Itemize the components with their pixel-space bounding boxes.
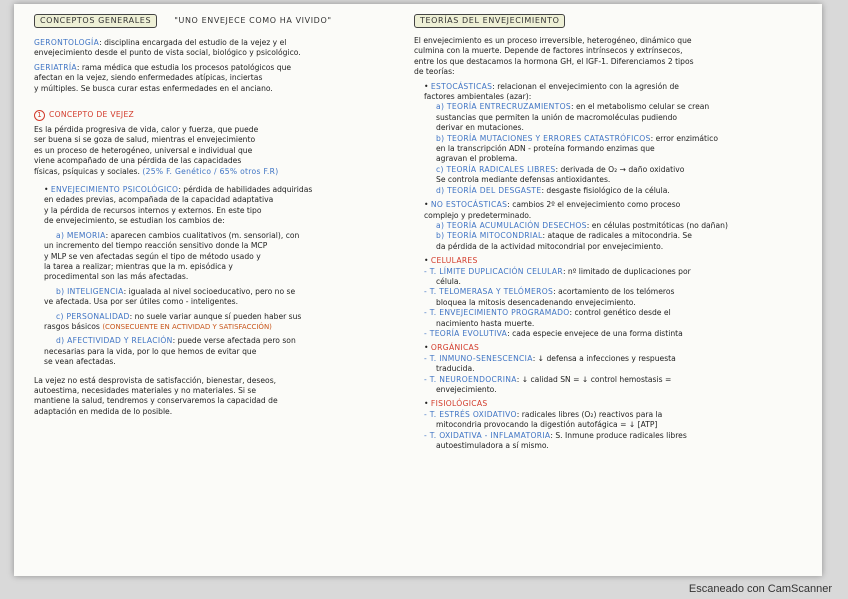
memoria-line: procedimental son las más afectadas. [44, 272, 189, 282]
camscanner-watermark: Escaneado con CamScanner [688, 583, 832, 595]
header-badge-teorias: TEORÍAS DEL ENVEJECIMIENTO [414, 14, 565, 28]
envej-line: en edades previas, acompañada de la capacidad adaptativa [44, 195, 274, 205]
term-personalidad: c) PERSONALIDAD [56, 311, 130, 321]
header-quote: "UNO ENVEJECE COMO HA VIVIDO" [174, 16, 332, 25]
cel-line: bloquea la mitosis desencadenando envejecimiento. [436, 297, 636, 307]
scanned-notebook-page [14, 4, 822, 576]
term-radicales-libres: c) TEORÍA RADICALES LIBRES [436, 164, 556, 174]
ea-line: derivar en mutaciones. [436, 123, 524, 133]
estoc-line: factores ambientales (azar): [424, 92, 532, 102]
section-title: CONCEPTO DE VEJEZ [49, 110, 135, 120]
envej-line: de envejecimiento, se estudian los cambios de: [44, 216, 225, 226]
term-geriatria: GERIATRÍA [34, 62, 77, 72]
vejez-line: es un proceso de heterogéneo, universal e individual que [34, 145, 253, 155]
personalidad-line: rasgos básicos [44, 321, 100, 331]
org-line: envejecimiento. [436, 385, 497, 394]
term-estocasticas: ESTOCÁSTICAS [430, 81, 493, 91]
intro-line: culmina con la muerte. Depende de factores intrínsecos y extrínsecos, [414, 46, 683, 56]
na-line: : en células postmitóticas (no dañan) [586, 220, 728, 230]
geria-text-3: y múltiples. Se busca curar estas enfermedades en el anciano. [34, 83, 273, 93]
envej-line: : pérdida de habilidades adquiridas [178, 185, 313, 195]
personalidad-line: : no suele variar aunque sí pueden haber sus [129, 311, 302, 321]
noest-line: : cambios 2º el envejecimiento como proceso [507, 200, 681, 210]
org-line: : ↓ defensa a infecciones y respuesta [532, 353, 676, 363]
memoria-line: : aparecen cambios cualitativos (m. sensorial), con [105, 230, 300, 240]
bio-line: autoestimuladora a sí mismo. [436, 441, 549, 451]
term-desgaste: d) TEORÍA DEL DESGASTE [436, 185, 542, 195]
term-acumulacion: a) TEORÍA ACUMULACIÓN DESECHOS [436, 220, 587, 230]
term-neuroendocrina: - T. NEUROENDOCRINA [424, 374, 517, 384]
ea-line: sustancias que permiten la unión de macromoléculas pudiendo [436, 112, 678, 122]
term-mitocondrial: b) TEORÍA MITOCONDRIAL [436, 231, 543, 241]
term-gerontologia: GERONTOLOGÍA [34, 38, 100, 47]
noest-line: complejo y predeterminado. [424, 210, 532, 220]
term-organicas: ORGÁNICAS [430, 343, 480, 353]
celulares-block: • CELULARES - T. LÍMITE DUPLICACIÓN CELULAR: nº limitado de duplicaciones por célula. - T. TELOMERASA Y TELÓMEROS: acortamiento de los telómeros bloquea la mitosis desencadenando envejecimiento. - T. ENVEJECIMIENTO PROGRAMADO: control genético desde el nacimiento hasta muerte. - TEORÍA EVOLUTIVA: cada especie envejece de una forma distinta [414, 256, 814, 339]
intro-line: de teorías: [414, 67, 455, 77]
vejez-line: físicas, psíquicas y sociales. [34, 166, 140, 176]
intro-paragraph [414, 36, 814, 78]
vejez-line: viene acompañado de una pérdida de las capacidades [34, 156, 242, 166]
inteligencia-line: : igualada al nivel socioeducativo, pero no se [123, 286, 296, 296]
bio-line: : radicales libres (O₂) reactivos para la [516, 409, 663, 419]
org-line: : ↓ calidad SN = ↓ control hemostasis = [516, 374, 672, 384]
geriatria-definition [34, 63, 414, 94]
nb-line: da pérdida de la actividad mitocondrial por envejecimiento. [436, 241, 664, 251]
org-line: traducida. [436, 364, 475, 374]
term-limite-duplicacion: - T. LÍMITE DUPLICACIÓN CELULAR [424, 266, 563, 276]
cel-line: : nº limitado de duplicaciones por [562, 266, 691, 276]
afectividad-line: necesarias para la vida, por lo que hemos de evitar que [44, 346, 257, 356]
personalidad-note: (CONSECUENTE EN ACTIVIDAD Y SATISFACCIÓN) [102, 322, 272, 331]
cel-line: : acortamiento de los telómeros [553, 287, 675, 297]
ed-line: : desgaste fisiológico de la célula. [541, 185, 670, 195]
item-personalidad [34, 312, 414, 333]
nb-line: : ataque de radicales a mitocondria. Se [542, 231, 692, 241]
estoc-line: : relacionan el envejecimiento con la agresión de [492, 81, 679, 91]
cel-line: : cada especie envejece de una forma distinta [507, 328, 683, 338]
term-oxidativa-inflamatoria: - T. OXIDATIVA - INFLAMATORIA [424, 430, 551, 440]
cel-line: célula. [436, 276, 461, 286]
eb-line: en la transcripción ADN - proteína formando enzimas que [436, 144, 655, 154]
item-afectividad [34, 336, 414, 367]
fisiologicas-block: • FISIOLÓGICAS - T. ESTRÉS OXIDATIVO: radicales libres (O₂) reactivos para la mitocondria provocando la digestión autofágica = ↓ [ATP] - T. OXIDATIVA - INFLAMATORIA: S. Inmune produce radicales libres autoestimuladora a sí mismo. [414, 399, 814, 451]
intro-line: entre los que destacamos la hormona GH, el IGF-1. Diferenciamos 2 tipos [414, 56, 694, 66]
envejecimiento-psicologico: • ENVEJECIMIENTO PSICOLÓGICO: pérdida de habilidades adquiridas en edades previas, acompañada de la capacidad adaptativa y la pérdida de recursos internos y externos. En este tipo de envejecimiento, se estudian los cambios de: [34, 185, 414, 227]
term-inmunosenescencia: - T. INMUNO-SENESCENCIA [424, 353, 533, 363]
cel-line: nacimiento hasta muerte. [436, 318, 535, 328]
closing-line: autoestima, necesidades materiales y no materiales. Si se [34, 385, 257, 395]
vejez-percent-note: (25% F. Genético / 65% otros F.R) [142, 166, 279, 176]
memoria-line: la tarea a realizar; mientras que la m. episódica y [44, 261, 233, 271]
cel-line: : control genético desde el [569, 308, 671, 318]
vejez-paragraph [34, 125, 414, 177]
left-header [34, 8, 414, 28]
ea-line: : en el metabolismo celular se crean [570, 102, 710, 112]
geronto-text-2: envejecimiento desde el punto de vista social, biológico y psicológico. [34, 48, 301, 58]
left-column [34, 8, 414, 417]
section-number: 1 [34, 110, 45, 121]
vejez-line: ser buena si se goza de salud, mientras el envejecimiento [34, 135, 256, 145]
gerontologia-definition [34, 38, 414, 59]
ec-line: : derivada de O₂ → daño oxidativo [555, 164, 685, 174]
organicas-block: • ORGÁNICAS - T. INMUNO-SENESCENCIA: ↓ defensa a infecciones y respuesta traducida. - T. NEUROENDOCRINA: ↓ calidad SN = ↓ control hemostasis = envejecimiento. [414, 343, 814, 395]
term-estres-oxidativo: - T. ESTRÉS OXIDATIVO [424, 409, 517, 419]
vejez-line: Es la pérdida progresiva de vida, calor y fuerza, que puede [34, 125, 259, 135]
eb-line: : error enzimático [650, 133, 718, 143]
item-inteligencia [34, 287, 414, 308]
right-column [414, 8, 814, 451]
envej-line: y la pérdida de recursos internos y externos. En este tipo [44, 205, 262, 215]
term-inteligencia: b) INTELIGENCIA [56, 286, 124, 296]
geronto-text-1: : disciplina encargada del estudio de la vejez y el [99, 38, 287, 47]
intro-line: El envejecimiento es un proceso irreversible, heterogéneo, dinámico que [414, 36, 692, 45]
no-estocasticas-block: • NO ESTOCÁSTICAS: cambios 2º el envejecimiento como proceso complejo y predeterminado. a) TEORÍA ACUMULACIÓN DESECHOS: en células postmitóticas (no dañan) b) TEORÍA MITOCONDRIAL: ataque de radicales a mitocondria. Se da pérdida de la actividad mitocondrial por envejecimiento. [414, 200, 814, 252]
eb-line: agravan el problema. [436, 154, 518, 164]
term-telomerasa: - T. TELOMERASA Y TELÓMEROS [424, 287, 554, 297]
closing-line: adaptación en medida de lo posible. [34, 406, 173, 416]
right-header [414, 8, 814, 28]
term-evolutiva: - TEORÍA EVOLUTIVA [424, 328, 508, 338]
term-mutaciones: b) TEORÍA MUTACIONES Y ERRORES CATASTRÓFICOS [436, 133, 651, 143]
term-celulares: CELULARES [430, 256, 478, 266]
item-memoria [34, 231, 414, 283]
term-fisiologicas: FISIOLÓGICAS [430, 399, 488, 409]
term-entrecruzamientos: a) TEORÍA ENTRECRUZAMIENTOS [436, 102, 571, 112]
closing-paragraph [34, 376, 414, 418]
bio-line: mitocondria provocando la digestión autofágica = ↓ [ATP] [436, 420, 658, 430]
geria-text-2: afectan en la vejez, siendo enfermedades atípicas, inciertas [34, 73, 263, 83]
closing-line: mantiene la salud, tendremos y conservaremos la capacidad de [34, 396, 278, 406]
geria-text-1: : rama médica que estudia los procesos patológicos que [76, 62, 292, 72]
memoria-line: y MLP se ven afectadas según el tipo de método usado y [44, 251, 261, 261]
estocasticas-block: • ESTOCÁSTICAS: relacionan el envejecimiento con la agresión de factores ambientales (azar): a) TEORÍA ENTRECRUZAMIENTOS: en el metabolismo celular se crean sustancias que permiten la unión de macromoléculas pudiendo derivar en mutaciones. b) TEORÍA MUTACIONES Y ERRORES CATASTRÓFICOS: error enzimático en la transcripción ADN - proteína formando enzimas que agravan el problema. c) TEORÍA RADICALES LIBRES: derivada de O₂ → daño oxidativo Se controla mediante defensas antioxidantes. d) TEORÍA DEL DESGASTE: desgaste fisiológico de la célula. [414, 82, 814, 196]
bio-line: : S. Inmune produce radicales libres [550, 430, 687, 440]
term-afectividad: d) AFECTIVIDAD Y RELACIÓN [56, 336, 173, 346]
closing-line: La vejez no está desprovista de satisfacción, bienestar, deseos, [34, 375, 277, 385]
term-no-estocasticas: NO ESTOCÁSTICAS [430, 200, 508, 210]
term-programado: - T. ENVEJECIMIENTO PROGRAMADO [424, 308, 570, 318]
section-1-heading [34, 102, 414, 121]
term-envej-psico: ENVEJECIMIENTO PSICOLÓGICO [50, 185, 179, 195]
afectividad-line: se vean afectadas. [44, 357, 116, 367]
ec-line: Se controla mediante defensas antioxidantes. [436, 175, 611, 185]
memoria-line: un incremento del tiempo reacción sensitivo donde la MCP [44, 241, 268, 251]
header-badge-conceptos: CONCEPTOS GENERALES [34, 14, 157, 28]
term-memoria: a) MEMORIA [56, 230, 106, 240]
afectividad-line: : puede verse afectada pero son [172, 336, 296, 346]
inteligencia-line: ve afectada. Usa por ser útiles como - inteligentes. [44, 297, 239, 307]
